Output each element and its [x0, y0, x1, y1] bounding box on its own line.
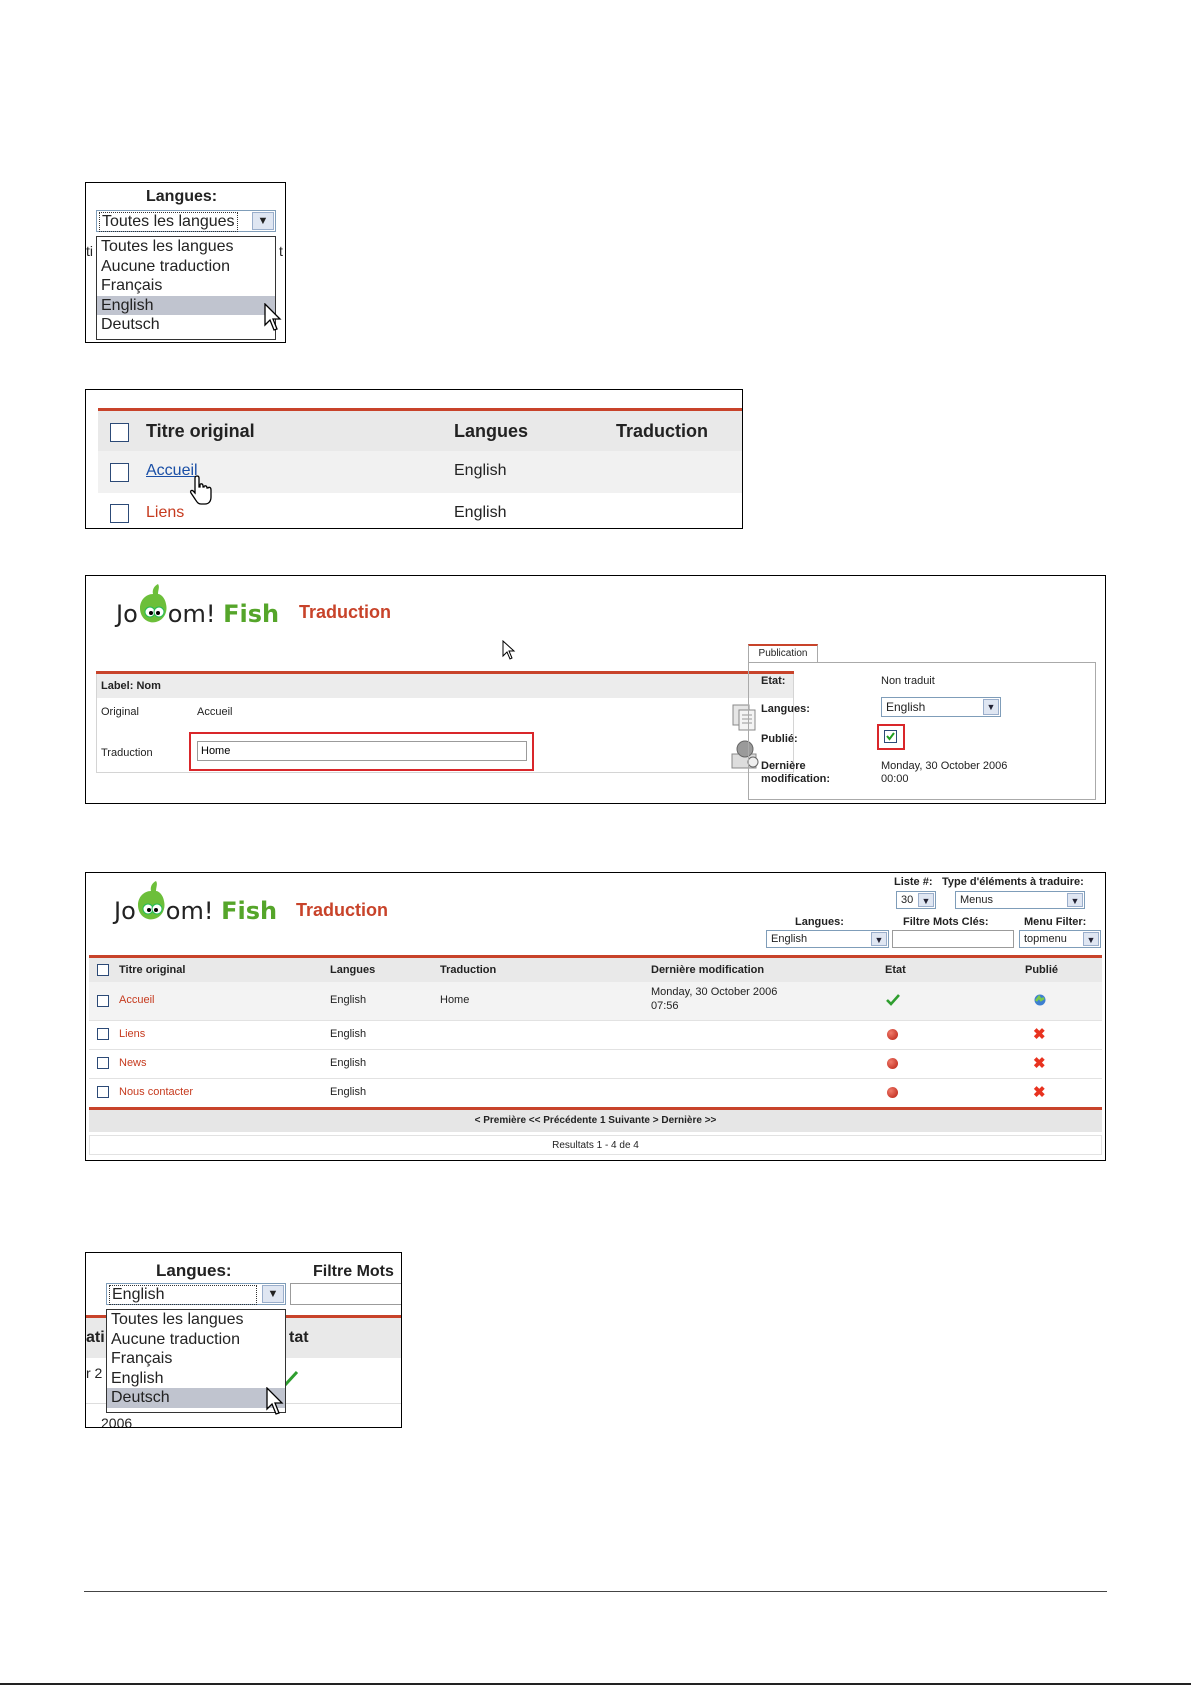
- option-francais[interactable]: Français: [101, 277, 163, 295]
- traduction-label: Traduction: [101, 747, 153, 759]
- option-deutsch[interactable]: Deutsch: [107, 1388, 285, 1408]
- option-no-translation[interactable]: Aucune traduction: [101, 257, 230, 275]
- col-langues: Langues: [454, 421, 529, 441]
- languages-select[interactable]: [96, 210, 276, 232]
- row-title-link[interactable]: Liens: [146, 504, 185, 521]
- screenshot-translation-list-small: [85, 389, 743, 529]
- mouse-pointer-icon: [266, 1387, 286, 1417]
- row-date-line1: Monday, 30 October 2006: [651, 986, 778, 998]
- col-titre-original: Titre original: [119, 964, 186, 976]
- red-dot-icon: [887, 1029, 898, 1040]
- screenshot-translation-list-full: [85, 872, 1106, 1161]
- filtre-label: Filtre Mots Clés:: [903, 916, 989, 928]
- option-no-translation[interactable]: Aucune traduction: [111, 1330, 240, 1348]
- languages-label: Langues:: [146, 188, 218, 205]
- langues-select[interactable]: English ▼: [881, 697, 1001, 717]
- languages-options-list: [96, 236, 276, 340]
- joomfish-logo: Jo om! Fish: [116, 600, 279, 628]
- row-checkbox[interactable]: [97, 1028, 109, 1040]
- option-deutsch[interactable]: Deutsch: [101, 316, 160, 334]
- chevron-down-icon[interactable]: ▼: [871, 932, 887, 946]
- col-publie: Publié: [1025, 964, 1059, 976]
- derniere-value-line2: 00:00: [881, 773, 909, 785]
- screenshot-languages-dropdown-english: [85, 1252, 402, 1428]
- row-title-link[interactable]: Accueil: [119, 994, 155, 1006]
- option-all-languages[interactable]: Toutes les langues: [101, 238, 234, 255]
- option-english[interactable]: English: [111, 1369, 164, 1387]
- keyword-filter-input[interactable]: [892, 930, 1014, 948]
- hand-pointer-icon: [189, 474, 215, 506]
- col-traduction: Traduction: [440, 964, 497, 976]
- label-heading: Label: Nom: [97, 674, 793, 698]
- footer-rule: [84, 1591, 1107, 1592]
- page-title: Traduction: [296, 900, 389, 920]
- derniere-label-line2: modification:: [761, 773, 831, 785]
- traduction-input[interactable]: [197, 741, 527, 761]
- row-title-link[interactable]: Nous contacter: [119, 1086, 193, 1098]
- langues-select[interactable]: English ▼: [766, 930, 889, 948]
- publie-label: Publié:: [761, 733, 798, 745]
- languages-select[interactable]: [106, 1283, 286, 1305]
- etat-value: Non traduit: [881, 675, 935, 687]
- original-value: Accueil: [197, 706, 233, 718]
- row-date-line2: 07:56: [651, 1000, 679, 1012]
- bg-fragment-r2: r 2: [86, 1365, 103, 1381]
- table-row: [89, 1020, 1102, 1050]
- liste-select[interactable]: 30 ▼: [896, 891, 936, 909]
- bg-fragment-left: ti: [86, 243, 93, 259]
- bg-fragment-bottom: 2006: [101, 1415, 133, 1428]
- row-language: English: [454, 504, 507, 521]
- select-all-checkbox[interactable]: [110, 423, 129, 442]
- page-title: Traduction: [299, 602, 392, 622]
- keyword-filter-input[interactable]: [290, 1283, 402, 1305]
- row-title-link[interactable]: News: [119, 1057, 147, 1069]
- option-english[interactable]: English: [97, 296, 275, 316]
- type-select[interactable]: Menus ▼: [955, 891, 1085, 909]
- row-language: English: [330, 1086, 367, 1098]
- publie-checkbox[interactable]: [884, 730, 897, 743]
- publication-panel: [748, 662, 1096, 800]
- languages-select-value: English: [109, 1285, 257, 1305]
- languages-label: Langues:: [156, 1261, 232, 1280]
- row-language: English: [330, 994, 367, 1006]
- field-panel: [96, 674, 794, 773]
- red-dot-icon: [887, 1087, 898, 1098]
- fish-logo-icon: [136, 899, 166, 925]
- fish-logo-icon: [138, 602, 168, 628]
- row-language: English: [330, 1057, 367, 1069]
- chevron-down-icon[interactable]: ▼: [983, 699, 999, 715]
- menu-filter-label: Menu Filter:: [1024, 916, 1087, 928]
- option-all-languages[interactable]: Toutes les langues: [111, 1311, 244, 1328]
- bg-fragment-ati: ati: [86, 1329, 105, 1346]
- select-all-checkbox[interactable]: [97, 964, 109, 976]
- col-langues: Langues: [330, 964, 376, 976]
- row-language: English: [454, 462, 507, 479]
- results-count: Resultats 1 - 4 de 4: [89, 1135, 1102, 1155]
- option-francais[interactable]: Français: [111, 1350, 173, 1368]
- col-derniere-modification: Dernière modification: [651, 964, 765, 976]
- langues-label: Langues:: [795, 916, 844, 928]
- langues-label: Langues:: [761, 703, 810, 715]
- row-title-link[interactable]: Liens: [119, 1028, 146, 1040]
- checkmark-icon: [885, 731, 896, 742]
- chevron-down-icon[interactable]: ▼: [1067, 893, 1083, 907]
- languages-options-list: [106, 1309, 286, 1413]
- etat-label: Etat:: [761, 675, 786, 687]
- publication-tab[interactable]: Publication: [748, 644, 818, 662]
- col-titre-original: Titre original: [146, 421, 255, 441]
- row-checkbox[interactable]: [110, 504, 129, 523]
- row-checkbox[interactable]: [97, 1086, 109, 1098]
- filtre-mots-label: Filtre Mots: [313, 1263, 394, 1280]
- derniere-label-line1: Dernière: [761, 760, 806, 772]
- mouse-pointer-icon: [264, 303, 284, 333]
- type-label: Type d'éléments à traduire:: [942, 876, 1084, 888]
- row-title-link[interactable]: Accueil: [146, 462, 198, 479]
- row-checkbox[interactable]: [110, 463, 129, 482]
- chevron-down-icon[interactable]: ▼: [262, 1285, 284, 1303]
- published-icon[interactable]: [1033, 993, 1047, 1007]
- liste-label: Liste #:: [894, 876, 933, 888]
- table-header: [98, 411, 742, 451]
- red-dot-icon: [887, 1058, 898, 1069]
- unpublished-x-icon[interactable]: ✖: [1033, 1055, 1046, 1072]
- table-row: [89, 1078, 1102, 1107]
- chevron-down-icon[interactable]: ▼: [918, 893, 934, 907]
- col-etat: Etat: [885, 964, 906, 976]
- table-header: [89, 958, 1102, 982]
- table-row: [89, 1049, 1102, 1079]
- row-checkbox[interactable]: [97, 995, 109, 1007]
- chevron-down-icon[interactable]: ▼: [1083, 932, 1099, 946]
- pagination[interactable]: < Première << Précédente 1 Suivante > Dernière >>: [89, 1110, 1102, 1132]
- bg-fragment-tat: tat: [289, 1329, 309, 1346]
- original-label: Original: [101, 706, 139, 718]
- languages-select-value: Toutes les langues: [99, 212, 238, 232]
- table-row: [89, 982, 1102, 1021]
- chevron-down-icon[interactable]: ▼: [252, 212, 274, 230]
- screenshot-languages-dropdown: [85, 182, 286, 343]
- unpublished-x-icon[interactable]: ✖: [1033, 1084, 1046, 1101]
- derniere-value-line1: Monday, 30 October 2006: [881, 760, 1008, 772]
- check-icon: [886, 994, 900, 1006]
- row-language: English: [330, 1028, 367, 1040]
- row-checkbox[interactable]: [97, 1057, 109, 1069]
- screenshot-translation-edit: [85, 575, 1106, 804]
- menu-filter-select[interactable]: topmenu ▼: [1019, 930, 1101, 948]
- col-traduction: Traduction: [616, 421, 709, 441]
- unpublished-x-icon[interactable]: ✖: [1033, 1026, 1046, 1043]
- joomfish-logo: Jo om! Fish: [114, 897, 277, 925]
- bg-fragment-right: t: [279, 243, 283, 259]
- row-translation: Home: [440, 994, 470, 1006]
- mouse-pointer-icon: [502, 640, 516, 662]
